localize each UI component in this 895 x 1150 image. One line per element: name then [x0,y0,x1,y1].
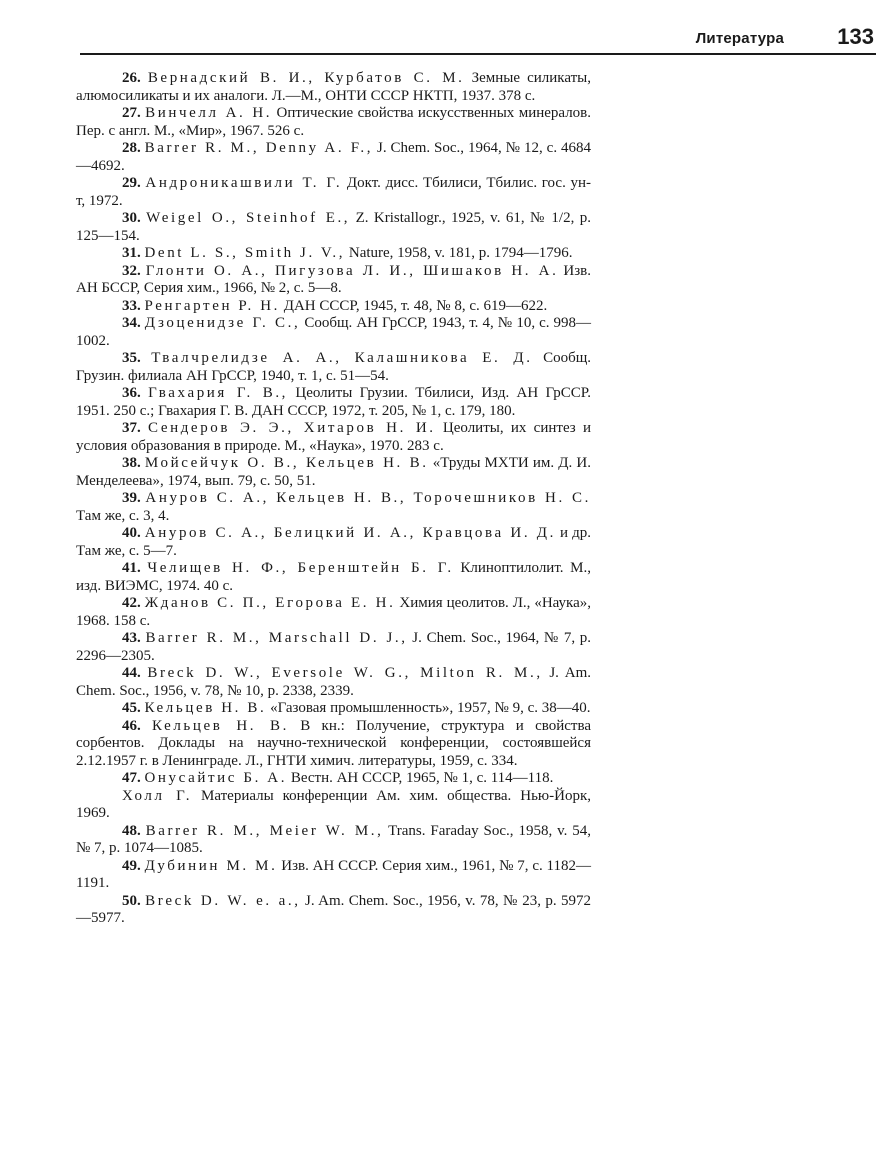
reference-text: J. Chem. Soc., 1964, № 7, p. 2296—2305. [76,630,592,664]
reference-item [76,210,591,245]
reference-text: Цеолиты, их синтез и условия образования в природе. М., «Наука», 1970. 283 с. [76,420,592,454]
reference-text: Сообщ. АН ГрССР, 1943, т. 4, № 10, с. 998—1002. [76,315,592,349]
reference-authors: Кельцев Н. В. [152,717,289,734]
reference-item [76,788,591,823]
reference-text: Сообщ. Грузин. филиала АН ГрССР, 1940, т. 1, с. 51—54. [76,350,592,384]
reference-text: Nature, 1958, v. 181, p. 1794—1796. [345,245,573,261]
reference-text: и др. Там же, с. 5—7. [76,525,591,559]
reference-number: 43. [122,630,141,646]
reference-item [76,175,591,210]
reference-authors: Онусайтис Б. А. [144,770,288,786]
reference-text: J. Am. Chem. Soc., 1956, v. 78, № 10, p. 2338, 2339. [76,665,591,699]
reference-text: Материалы конференции Ам. хим. общества. Нью-Йорк, 1969. [76,787,591,821]
reference-item [76,105,591,140]
reference-item [76,718,591,771]
reference-text: Цеолиты Грузии. Тбилиси, Изд. АН ГрССР. 1951. 250 с.; Гвахария Г. В. ДАН СССР, 1972, т. 205, № 1, с. 179, 180. [76,385,591,419]
reference-authors: Челищев Н. Ф., Беренштейн Б. Г. [147,560,454,576]
reference-text: Trans. Faraday Soc., 1958, v. 54, № 7, p. 1074—1085. [76,822,591,856]
reference-number: 42. [122,595,141,611]
reference-authors: Андроникашвили Т. Г. [145,175,343,191]
reference-authors: Barrer R. M., Marschall D. J., [145,630,408,646]
reference-authors: Ануров С. А., Белицкий И. А., Кравцова И. Д. [144,525,556,541]
reference-item [76,630,591,665]
reference-authors: Barrer R. M., Meier W. M., [145,822,384,839]
reference-list [76,70,591,928]
reference-number: 47. [122,770,141,786]
reference-text: Изв. АН БССР, Серия хим., 1966, № 2, с. 5—8. [76,262,591,296]
reference-authors: Глонти О. А., Пигузова Л. И., Шишаков Н. А. [145,262,559,279]
reference-item [76,350,591,385]
reference-number: 32. [122,262,141,279]
reference-number: 45. [122,700,141,716]
reference-authors: Гвахария Г. В., [148,385,289,401]
reference-authors: Breck D. W., Eversole W. G., Milton R. M., [147,665,543,681]
reference-item [76,858,591,893]
reference-item [76,560,591,595]
reference-item [76,385,591,420]
reference-number: 40. [122,525,141,541]
reference-number: 31. [122,245,141,261]
reference-number: 29. [122,175,141,191]
reference-authors: Твалчрелидзе А. А., Калашникова Е. Д. [151,350,533,366]
page-header [80,24,876,52]
reference-item [76,263,591,298]
reference-text: В кн.: Получение, структура и свойства сорбентов. Доклады на научно-технической конференции, состоявшейся 2.12.1957 г. в Ленинграде. Л., ГНТИ химич. литературы, 1959, с. 334. [76,717,592,769]
reference-number: 30. [122,210,141,226]
reference-number: 44. [122,665,141,681]
reference-number: 41. [122,560,141,576]
reference-number: 50. [122,892,141,909]
reference-text: «Газовая промышленность», 1957, № 9, с. 38—40. [266,700,591,716]
header-rule [80,53,876,55]
reference-authors: Сендеров Э. Э., Хитаров Н. И. [148,420,436,436]
reference-item [76,315,591,350]
reference-item [76,245,591,263]
reference-text: Земные силикаты, алюмосиликаты и их аналоги. Л.—М., ОНТИ СССР НКТП, 1937. 378 с. [76,70,592,104]
reference-number: 26. [122,70,141,86]
reference-authors: Мойсейчук О. В., Кельцев Н. В. [144,455,429,471]
reference-item [76,455,591,490]
running-head: Литература [695,30,784,47]
reference-item [76,893,591,928]
reference-item [76,490,591,525]
reference-authors: Ануров С. А., Кельцев Н. В., Торочешников Н. С. [145,490,592,506]
reference-authors: Barrer R. M., Denny A. F., [144,140,374,156]
reference-number: 27. [122,105,141,121]
reference-number: 28. [122,140,141,156]
reference-text: Вестн. АН СССР, 1965, № 1, с. 114—118. [287,770,554,786]
reference-number: 33. [122,297,141,314]
reference-text: Там же, с. 3, 4. [76,507,170,524]
reference-item [76,525,591,560]
reference-item [76,595,591,630]
reference-number: 39. [122,490,141,506]
reference-authors: Жданов С. П., Егорова Е. Н. [144,595,396,611]
reference-number: 49. [122,857,141,874]
reference-item [76,140,591,175]
reference-number: 48. [122,822,141,839]
reference-number: 35. [122,350,141,366]
reference-item [76,298,591,316]
reference-number: 36. [122,385,141,401]
reference-authors: Винчелл А. Н. [145,105,273,121]
reference-item [76,700,591,718]
reference-text: Изв. АН СССР. Серия хим., 1961, № 7, с. 1182—1191. [76,857,591,891]
reference-authors: Кельцев Н. В. [144,700,267,716]
reference-text: J. Chem. Soc., 1964, № 12, с. 4684—4692. [76,140,592,174]
reference-text: ДАН СССР, 1945, т. 48, № 8, с. 619—622. [279,297,548,314]
reference-number: 37. [122,420,141,436]
reference-text: Оптические свойства искусственных минералов. Пер. с англ. М., «Мир», 1967. 526 с. [76,105,592,139]
page-number: 133 [837,24,874,49]
reference-authors: Холл Г. [122,787,193,804]
reference-number: 34. [122,315,141,331]
reference-authors: Дубинин М. М. [144,857,278,874]
reference-number: 46. [122,717,141,734]
reference-authors: Дзоценидзе Г. С., [144,315,301,331]
reference-authors: Ренгартен Р. Н. [144,297,280,314]
reference-number: 38. [122,455,141,471]
reference-item [76,70,591,105]
reference-authors: Breck D. W. e. a., [145,892,301,909]
reference-text: «Труды МХТИ им. Д. И. Менделеева», 1974, вып. 79, с. 50, 51. [76,455,591,489]
reference-authors: Вернадский В. И., Курбатов С. М. [147,70,465,86]
reference-authors: Weigel O., Steinhof E., [146,210,351,226]
reference-text: Z. Kristallogr., 1925, v. 61, № 1/2, p. 125—154. [76,210,592,244]
reference-item [76,823,591,858]
reference-text: Химия цеолитов. Л., «Наука», 1968. 158 с. [76,595,592,629]
reference-text: J. Am. Chem. Soc., 1956, v. 78, № 23, p. 5972—5977. [76,892,592,926]
reference-item [76,770,591,788]
reference-text: Докт. дисс. Тбилиси, Тбилис. гос. ун-т, 1972. [76,175,591,209]
reference-item [76,420,591,455]
reference-item [76,665,591,700]
reference-authors: Dent L. S., Smith J. V., [144,245,346,261]
reference-text: Клиноптилолит. М., изд. ВИЭМС, 1974. 40 с. [76,560,591,594]
